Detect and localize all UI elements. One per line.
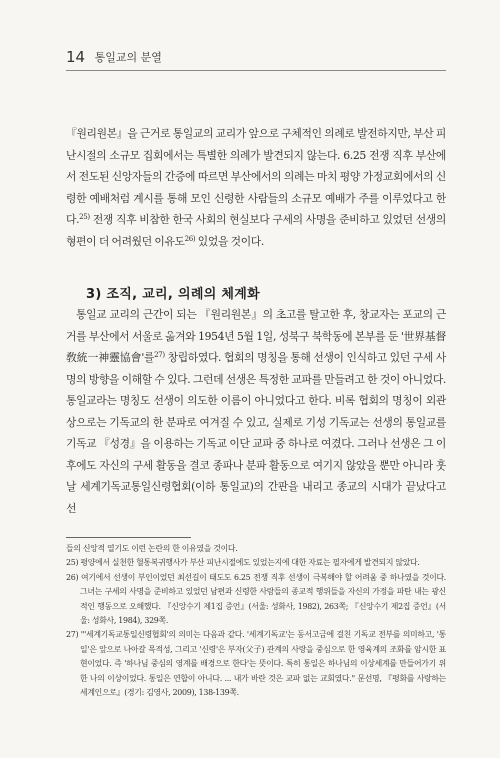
- paragraph-2-text-b: 창립하였다. 협회의 명칭을 통해 선생이 인식하고 있던 구세 사명의 방향을 이해할 수 있다. 그런데 선생은 특정한 교파를 만들려고 한 것이 아니었다. 통일교라는 명칭도 선생이 의도한 이름이 아니었다고 한다. 비록 협회의 명칭이 외관상으로는 기독교의 한 분파로 여겨질 수 있고, 실제로 기성 기독교는 선생의 통일교를 기독교 『성경』을 이용하는 기독교 이단 교파 중 하나로 여겼다. 그러나 선생은 그 이후에도 자신의 구세 활동을 결코 종파나 분파 활동으로 여기지 않았을 뿐만 아니라 훗날 세계기독교통일신령협회(이하 통일교)의 간판을 내리고 종교의 시대가 끝났다고 선: [66, 351, 446, 515]
- footnotes: [66, 542, 446, 700]
- running-header: [66, 48, 162, 66]
- paragraph-2: [66, 304, 446, 519]
- paragraph-1-end: 있었을 것이다.: [195, 234, 264, 248]
- footnote-rule: [66, 537, 191, 538]
- footnote-27: 27) "'세계기독교통일신령협회'의 의미는 다음과 같다. '세계기독교'는 동서고금에 걸친 기독교 전부를 의미하고, '통일'은 앞으로 나아갈 목적성, 그리고 '신령'은 부자(父子) 관계의 사랑을 중심으로 한 영육계의 조화를 암시한 표현이었다. 즉 '하나님 중심의 영계를 배경으로 한다'는 뜻이다. 특히 통일은 하나님의 이상세계를 만들어가기 위한 나의 이상이었다. 통일은 연합이 아니다. ... 내가 바란 것은 교파 없는 교회였다." 문선명, 『평화를 사랑하는 세계인으로』(경기: 김영사, 2009), 138-139쪽.: [66, 630, 446, 698]
- footnote-ref-27: 27): [154, 351, 165, 359]
- paragraph-1-text: 『원리원본』을 근거로 통일교의 교리가 앞으로 구체적인 의례로 발전하지만, 부산 피난시절의 소규모 집회에서는 특별한 의례가 발견되지 않는다. 6.25 전쟁 직후 부산에서 전도된 신앙자들의 간증에 따르면 부산에서의 의례는 마치 평양 가정교회에서의 신령한 예배처럼 계시를 통해 모인 신령한 사람들의 소규모 예배가 주를 이루었다고 한다.: [66, 127, 446, 226]
- footnote-26: 26) 여기에서 선생이 부인이었던 최선길이 태도도 6.25 전쟁 직후 선생이 극복해야 할 어려움 중 하나였을 것이다. 그녀는 구세의 사명을 준비하고 있었던 남편과 신령한 사람들의 종교적 행위들을 자신의 가정을 파탄 내는 광신적인 행동으로 오해했다. 『신앙수기 제1집 증언』(서울: 성화사, 1982), 263쪽; 『신앙수기 제2집 증언』(서울: 성화사, 1984), 329쪽.: [66, 572, 446, 626]
- section-heading: 3) 조직, 교리, 의례의 체계화: [86, 287, 260, 302]
- header-rule: [66, 70, 446, 71]
- paragraph-1-tail: 전쟁 직후 비참한 한국 사회의 현실보다 구세의 사명을 준비하고 있었던 선생의 형편이 더 어려웠던 이유도: [66, 213, 446, 248]
- chapter-title: 통일교의 분열: [94, 51, 162, 64]
- footnote-continuation: 들의 신앙적 열기도 이런 논란의 한 이유였을 것이다.: [66, 544, 238, 553]
- footnote-ref-25: 25): [79, 213, 90, 221]
- footnote-25: 25) 평양에서 실천한 혈통복귀행사가 부산 피난시절에도 있었는지에 대한 자료는 필자에게 발견되지 않았다.: [66, 558, 420, 568]
- page-number: 14: [66, 48, 86, 66]
- paragraph-1: [66, 123, 446, 252]
- paragraph-2-text-a: 통일교 교리의 근간이 되는 『원리원본』의 초고를 탈고한 후, 창교자는 포교의 근거를 부산에서 서울로 옮겨와 1954년 5월 1일, 성북구 북학동에 본부를 둔 '世界基督敎統一神靈協會'를: [66, 308, 446, 364]
- footnote-ref-26: 26): [184, 234, 196, 243]
